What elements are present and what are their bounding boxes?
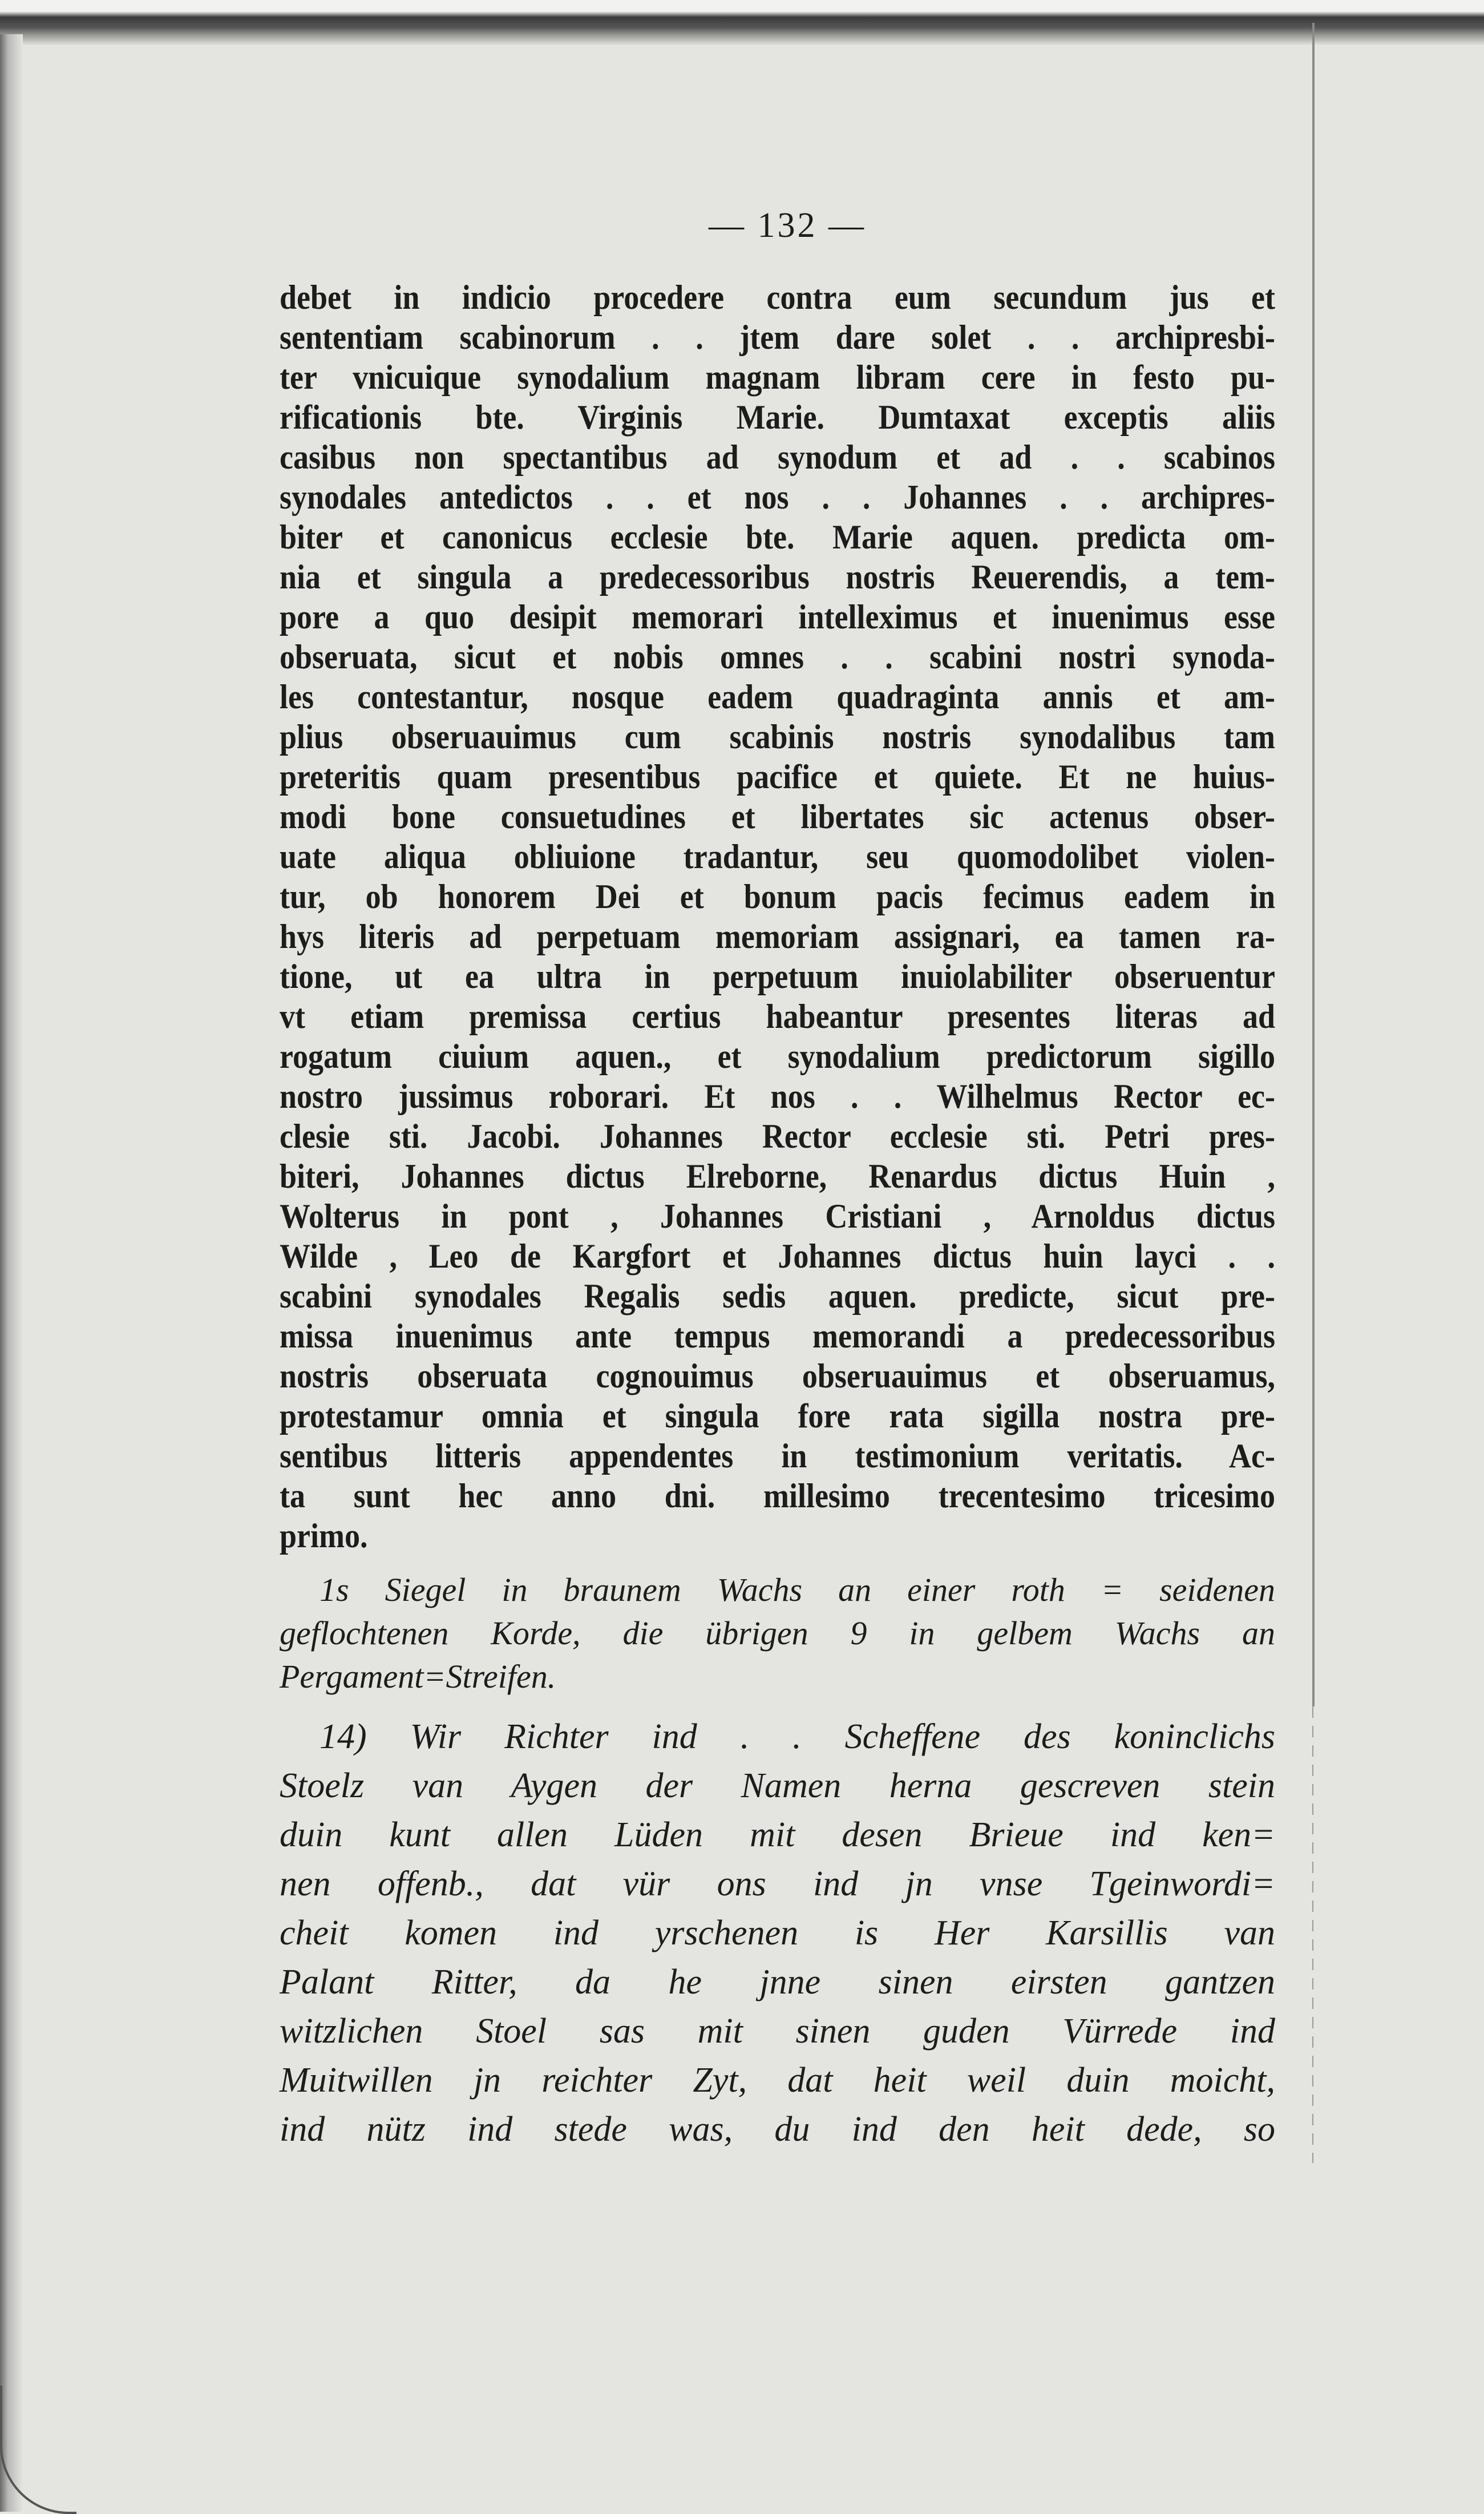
text-line: sentibus litteris appendentes in testimonium veritatis. Ac-: [280, 1436, 1275, 1475]
text-line: modi bone consuetudines et libertates sic actenus obser-: [280, 797, 1275, 836]
text-line: hys literis ad perpetuam memoriam assignari, ea tamen ra-: [280, 917, 1275, 956]
text-line: uate aliqua obliuione tradantur, seu quomodolibet violen-: [280, 837, 1275, 876]
text-line: witzlichen Stoel sas mit sinen guden Vürrede ind: [280, 2012, 1275, 2051]
scan-left-edge: [0, 34, 23, 2512]
text-line: casibus non spectantibus ad synodum et ad . . scabinos: [280, 438, 1275, 477]
scan-top-edge: [0, 0, 1484, 46]
text-line: clesie sti. Jacobi. Johannes Rector ecclesie sti. Petri pres-: [280, 1117, 1275, 1156]
text-line: 1s Siegel in braunem Wachs an einer roth = seidenen: [320, 1571, 1275, 1608]
page-fold-line: [1312, 23, 1315, 1706]
text-line: ter vnicuique synodalium magnam libram cere in festo pu-: [280, 358, 1275, 397]
text-line: biteri, Johannes dictus Elreborne, Renardus dictus Huin ,: [280, 1157, 1275, 1196]
seal-note: [280, 1568, 1275, 1698]
text-line: cheit komen ind yrschenen is Her Karsillis van: [280, 1914, 1275, 1952]
text-line: nia et singula a predecessoribus nostris Reuerendis, a tem-: [280, 558, 1275, 596]
text-line: plius obseruauimus cum scabinis nostris synodalibus tam: [280, 717, 1275, 756]
text-line: les contestantur, nosque eadem quadraginta annis et am-: [280, 677, 1275, 716]
text-line: Palant Ritter, da he jnne sinen eirsten gantzen: [280, 1963, 1275, 2001]
text-line: Wilde , Leo de Kargfort et Johannes dictus huin layci . .: [280, 1237, 1275, 1276]
text-line: tione, ut ea ultra in perpetuum inuiolabiliter obseruentur: [280, 957, 1275, 996]
text-line: Pergament=Streifen.: [280, 1658, 556, 1695]
text-line: biter et canonicus ecclesie bte. Marie aquen. predicta om-: [280, 518, 1275, 556]
text-line: sententiam scabinorum . . jtem dare solet . . archipresbi-: [280, 318, 1275, 357]
text-line: ta sunt hec anno dni. millesimo trecentesimo tricesimo: [280, 1476, 1275, 1515]
text-line: 14) Wir Richter ind . . Scheffene des koninclichs: [320, 1717, 1275, 1756]
text-line: primo.: [280, 1516, 368, 1555]
text-line: ind nütz ind stede was, du ind den heit dede, so: [280, 2110, 1275, 2149]
text-line: obseruata, sicut et nobis omnes . . scabini nostri synoda-: [280, 637, 1275, 676]
text-line: Stoelz van Aygen der Namen herna gescreven stein: [280, 1766, 1275, 1805]
text-line: Muitwillen jn reichter Zyt, dat heit weil duin moicht,: [280, 2061, 1275, 2100]
text-line: protestamur omnia et singula fore rata sigilla nostra pre-: [280, 1397, 1275, 1435]
latin-charter-text: [280, 277, 1275, 1556]
text-line: tur, ob honorem Dei et bonum pacis fecimus eadem in: [280, 877, 1275, 916]
text-line: missa inuenimus ante tempus memorandi a predecessoribus: [280, 1317, 1275, 1355]
text-line: vt etiam premissa certius habeantur presentes literas ad: [280, 997, 1275, 1036]
text-line: preteritis quam presentibus pacifice et quiete. Et ne huius-: [280, 757, 1275, 796]
text-line: debet in indicio procedere contra eum secundum jus et: [280, 278, 1275, 317]
text-line: rogatum ciuium aquen., et synodalium predictorum sigillo: [280, 1037, 1275, 1076]
text-line: synodales antedictos . . et nos . . Johannes . . archipres-: [280, 478, 1275, 516]
text-line: rificationis bte. Virginis Marie. Dumtaxat exceptis aliis: [280, 398, 1275, 437]
text-line: nostro jussimus roborari. Et nos . . Wilhelmus Rector ec-: [280, 1077, 1275, 1116]
text-line: duin kunt allen Lüden mit desen Brieue ind ken=: [280, 1815, 1275, 1854]
section-14-text: [280, 1712, 1275, 2154]
text-line: pore a quo desipit memorari intelleximus et inuenimus esse: [280, 598, 1275, 636]
text-line: Wolterus in pont , Johannes Cristiani , Arnoldus dictus: [280, 1197, 1275, 1236]
text-line: nostris obseruata cognouimus obseruauimus et obseruamus,: [280, 1357, 1275, 1395]
text-line: nen offenb., dat vür ons ind jn vnse Tgeinwordi=: [280, 1865, 1275, 1903]
text-line: scabini synodales Regalis sedis aquen. predicte, sicut pre-: [280, 1277, 1275, 1315]
page-number: — 132 —: [709, 206, 866, 245]
text-line: geflochtenen Korde, die übrigen 9 in gelbem Wachs an: [280, 1615, 1275, 1652]
page-fold-line-lower: [1312, 1706, 1313, 2163]
